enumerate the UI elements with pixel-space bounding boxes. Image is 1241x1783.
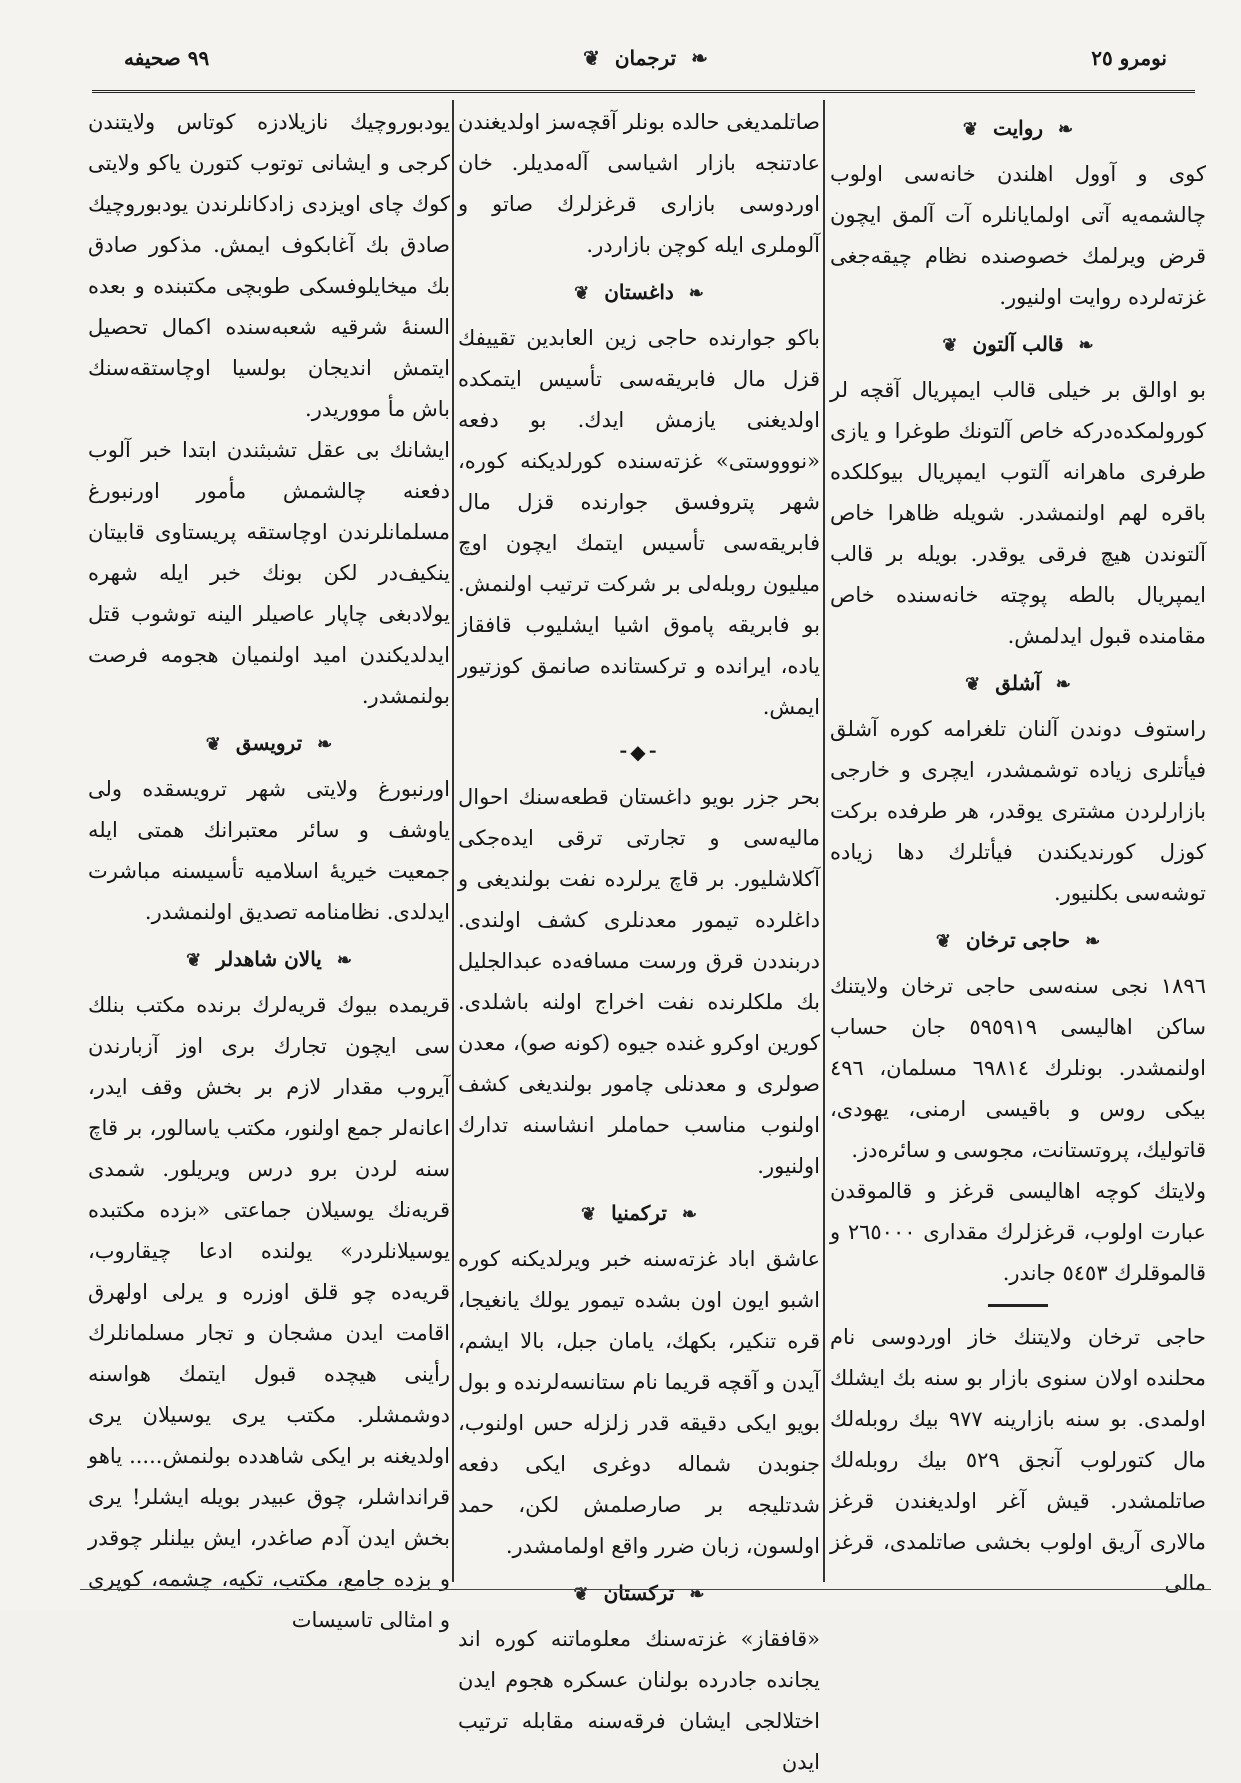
article-text: صاتلمديغى حالده بونلر آقچه‌سز اولديغندن عادتنجه بازار اشياسى آله‌مديلر. خان اوردوسى بازارى قرغزلرك صاتو و آلوملرى ايله كوچن بازاردر. <box>458 110 820 257</box>
section-title-text: آشلق <box>995 671 1041 695</box>
ornament-icon: ❦ <box>581 1204 597 1225</box>
ornament-icon: ❦ <box>962 119 978 140</box>
ornament-icon: ❧ <box>1058 119 1074 140</box>
article-text: كوى و آوول اهلندن خانه‌سى اولوب چالشمه‌يه آتى اولمايانلره آت آلمق ايچون قرض ويرلمك خصوصنده نظام چيقه‌جغى غزته‌لرده روايت اولنيور. <box>830 162 1206 309</box>
section-title-text: ترويسق <box>235 731 303 755</box>
section-heading <box>830 920 1206 962</box>
section-title-text: يالان شاهدلر <box>216 947 322 971</box>
ornament-icon: ❧ <box>689 1584 705 1605</box>
masthead-title <box>90 46 1201 70</box>
section-title-text: تركمنيا <box>611 1201 667 1225</box>
section-heading <box>458 272 820 314</box>
article-text: حاجى ترخان ولايتنك خاز اوردوسى نام محلنده اولان سنوى بازار بو سنه بك ايشلك اولمدى. بو سنه بازارينه ٩٧٧ بيك روبله‌لك مال كتورلوب آنجق ٥٢٩ بيك روبله‌لك صاتلمشدر. قيش آغر اولديغندن قرغز مالارى آريق اولوب بخشى صاتلمدى، قرغز مالى <box>830 1325 1206 1595</box>
ornament-icon: ❧ <box>336 950 352 971</box>
article-text: ايشانك بى عقل تشبثندن ابتدا خبر آلوب دفعنه چالشمش مأمور اورنبورغ مسلمانلرندن اوچاستقه پريستاوى قابيتان ينكيف‌در لكن بونك خبر ايله شهره يولادبغى چاپار عاصيلر الينه توشوب قتل ايدلديكندن اميد اولنميان هجومه فرصت بولنمشدر. <box>88 438 450 708</box>
article-text: بحر جزر بويو داغستان قطعه‌سنك احوال ماليه‌سى و تجارتى ترقى ايده‌جكى آكلاشليور. بر قاچ يرلرده نفت بولنديغى و داغلرده تيمور معدنلرى كشف اولندى. دربنددن قرق ورست مسافه‌ده عبدالجليل بك ملكلرنده نفت اخراج اولنه باشلدى. كورين اوكرو غنده جيوه (كونه صو)، معدن صولرى و معدنلى چامور بولنديغى كشف اولنوب مناسب حماملر انشاسنه تدارك اولنيور. <box>458 785 820 1178</box>
article-text: قريمده بيوك قريه‌لرك برنده مكتب بنلك سى ايچون تجارك برى اوز آزبارندن آيروب مقدار لازم بر بخش وقف ايدر، اعانه‌لر جمع اولنور، مكتب ياسالور، بر قاچ سنه لردن برو درس ويريلور. شمدى قريه‌نك يوسيلان جماعتى «بزده مكتبده يوسيلانلردر» يولنده ادعا چيقاروب، قريه‌ده چو قلق اوزره و يرلى اولهرق اقامت ايدن مشجان و تجار مسلمانلرك رأينى هيچده قبول ايتمك هواسنه دوشمشلر. مكتب يرى يوسيلان يرى اولديغنه بر ايكى شاهدده بولنمش..... ياهو قرانداشلر، چوق عبيدر بويله ايشلر! يرى بخش ايدن آدم صاغدر، ايش بيلنلر چوقدر و بزده جامع، مكتب، تكيه، چشمه، كوپرى و امثالى تاسيسات <box>88 993 450 1632</box>
article-text: ١٨٩٦ نجى سنه‌سى حاجى ترخان ولايتنك ساكن اهاليسى ٥٩٥٩١٩ جان حساب اولنمشدر. بونلرك ٦٩٨١٤ مسلمان، ٤٩٦ بيكى روس و باقيسى ارمنى، يهودى، قاتوليك، پروتستانت، مجوسى و سائره‌دز. <box>830 974 1206 1162</box>
issue-number-label: نومرو ٢٥ <box>1091 46 1167 70</box>
section-title-text: قالب آلتون <box>972 332 1064 356</box>
section-heading <box>458 1573 820 1615</box>
ornament-icon: ❧ <box>681 1204 697 1225</box>
section-heading <box>830 663 1206 705</box>
article-text: عاشق اباد غزته‌سنه خبر ويرلديكنه كوره اشبو ايون اون بشده تيمور يولك يانغيجا، قره تنكير، بكهك، يامان جبل، بالا ايشم، آيدن و آقچه قريما نام ستانسه‌لرنده و بول بويو ايكى دقيقه قدر زلزله حس اولنوب، جنوبدن شماله دوغرى ايكى دفعه شدتليجه بر صارصلمش لكن، حمد اولسون، زبان ضرر واقع اولمامشدر. <box>458 1247 820 1558</box>
ornament-icon: ❧ <box>691 46 708 70</box>
section-heading <box>830 324 1206 366</box>
section-heading <box>88 939 450 981</box>
ornament-icon: ❦ <box>186 950 202 971</box>
newspaper-title: ترجمان <box>614 46 677 70</box>
middle-column <box>458 102 820 1774</box>
column-divider <box>452 100 454 1582</box>
article-text: «قافقاز» غزته‌سنك معلوماتنه كوره اند يجانده جادرده بولنان عسكره هجوم ايدن اختلالجى ايشان فرقه‌سنه مقابله ترتيب ايدن <box>458 1627 820 1774</box>
section-heading <box>88 723 450 765</box>
ornament-separator: ⁃◆⁃ <box>618 740 660 764</box>
article-text: يودبوروچيك نازيلادزه كوتاس ولايتندن كرجى و ايشانى توتوب كتورن ياكو ولايتى كوك چاى اويزدى زادكانلرندن يودبوروچيك صادق بك آغابكوف ايمش. مذكور صادق بك ميخايلوفسكى طوبچى مكتبنده و بعده السنهٔ شرقيه شعبه‌سنده اكمال تحصيل ايتمش انديجان بولسيا اوچاستقه‌سنك باش مأ مووريدر. <box>88 110 450 421</box>
right-column <box>830 102 1206 1595</box>
ornament-icon: ❧ <box>688 283 704 304</box>
section-heading <box>830 108 1206 150</box>
article-text: اورنبورغ ولايتى شهر ترويسقده ولى ياوشف و سائر معتبرانك همتى ايله جمعيت خيريهٔ اسلاميه تأسيسنه مباشرت ايدلدى. نظامنامه تصديق اولنمشدر. <box>88 777 450 924</box>
ornament-icon: ❦ <box>574 283 590 304</box>
ornament-icon: ❦ <box>583 46 600 70</box>
header-divider <box>92 90 1195 93</box>
section-title-text: حاجى ترخان <box>965 928 1071 952</box>
left-column <box>88 102 450 1632</box>
ornament-icon: ❦ <box>205 734 221 755</box>
article-text: ولايتك كوچه اهاليسى قرغز و قالموقدن عبارت اولوب، قرغزلرك مقدارى ٢٦٥٠٠٠ و قالموقلرك ٥٤٥٣ جاندر. <box>830 1179 1206 1285</box>
section-heading <box>458 1193 820 1235</box>
ornament-icon: ❦ <box>573 1584 589 1605</box>
section-title-text: روايت <box>992 116 1044 140</box>
ornament-icon: ❧ <box>1078 335 1094 356</box>
section-title-text: تركستان <box>603 1581 675 1605</box>
ornament-icon: ❦ <box>942 335 958 356</box>
ornament-icon: ❧ <box>317 734 333 755</box>
page-number-label: ٩٩ صحيفه <box>124 46 210 70</box>
section-separator <box>988 1304 1048 1307</box>
column-divider <box>823 100 825 1582</box>
ornament-icon: ❦ <box>965 674 981 695</box>
article-text: بو اوالق بر خيلى قالب ايمپريال آقچه لر كورولمكده‌دركه خاص آلتونك طوغرا و يازى طرفرى ماهرانه آلتوب ايمپريال بيوكلكده باقره لهم اولنمشدر. شويله ظاهرا خاص آلتوندن هيچ فرقى يوقدر. بويله بر قالب ايمپريال بالطه پوچته خانه‌سنده خاص مقامنده قبول ايدلمش. <box>830 378 1206 648</box>
ornament-icon: ❦ <box>935 931 951 952</box>
ornament-icon: ❧ <box>1055 674 1071 695</box>
page-header <box>90 40 1201 86</box>
article-text: راستوف دوندن آلنان تلغرامه كوره آشلق فيأتلرى زياده توشمشدر، ايچرى و خارجى بازارلردن مشترى يوقدر، هر طرفده بركت كوزل كورنديكندن فيأتلرك دها زياده توشه‌سى بكلنيور. <box>830 717 1206 905</box>
ornament-icon: ❧ <box>1085 931 1101 952</box>
page-bottom-edge <box>80 1589 1211 1590</box>
section-title-text: داغستان <box>604 280 674 304</box>
article-text: باكو جوارنده حاجى زين العابدين تقييفك قزل مال فابريقه‌سى تأسيس ايتمكده اولديغنى يازمش ايدك. بو دفعه «نوووستى» غزته‌سنده كورلديكنه كوره، شهر پتروفسق جوارنده قزل مال فابريقه‌سى تأسيس ايتمك ايچون اوچ ميليون روبله‌لى بر شركت ترتيب اولنمش. بو فابريقه پاموق اشيا ايشليوب قافقاز ياده، ايرانده و تركستانده صانمق كوزتيور ايمش. <box>458 326 820 719</box>
